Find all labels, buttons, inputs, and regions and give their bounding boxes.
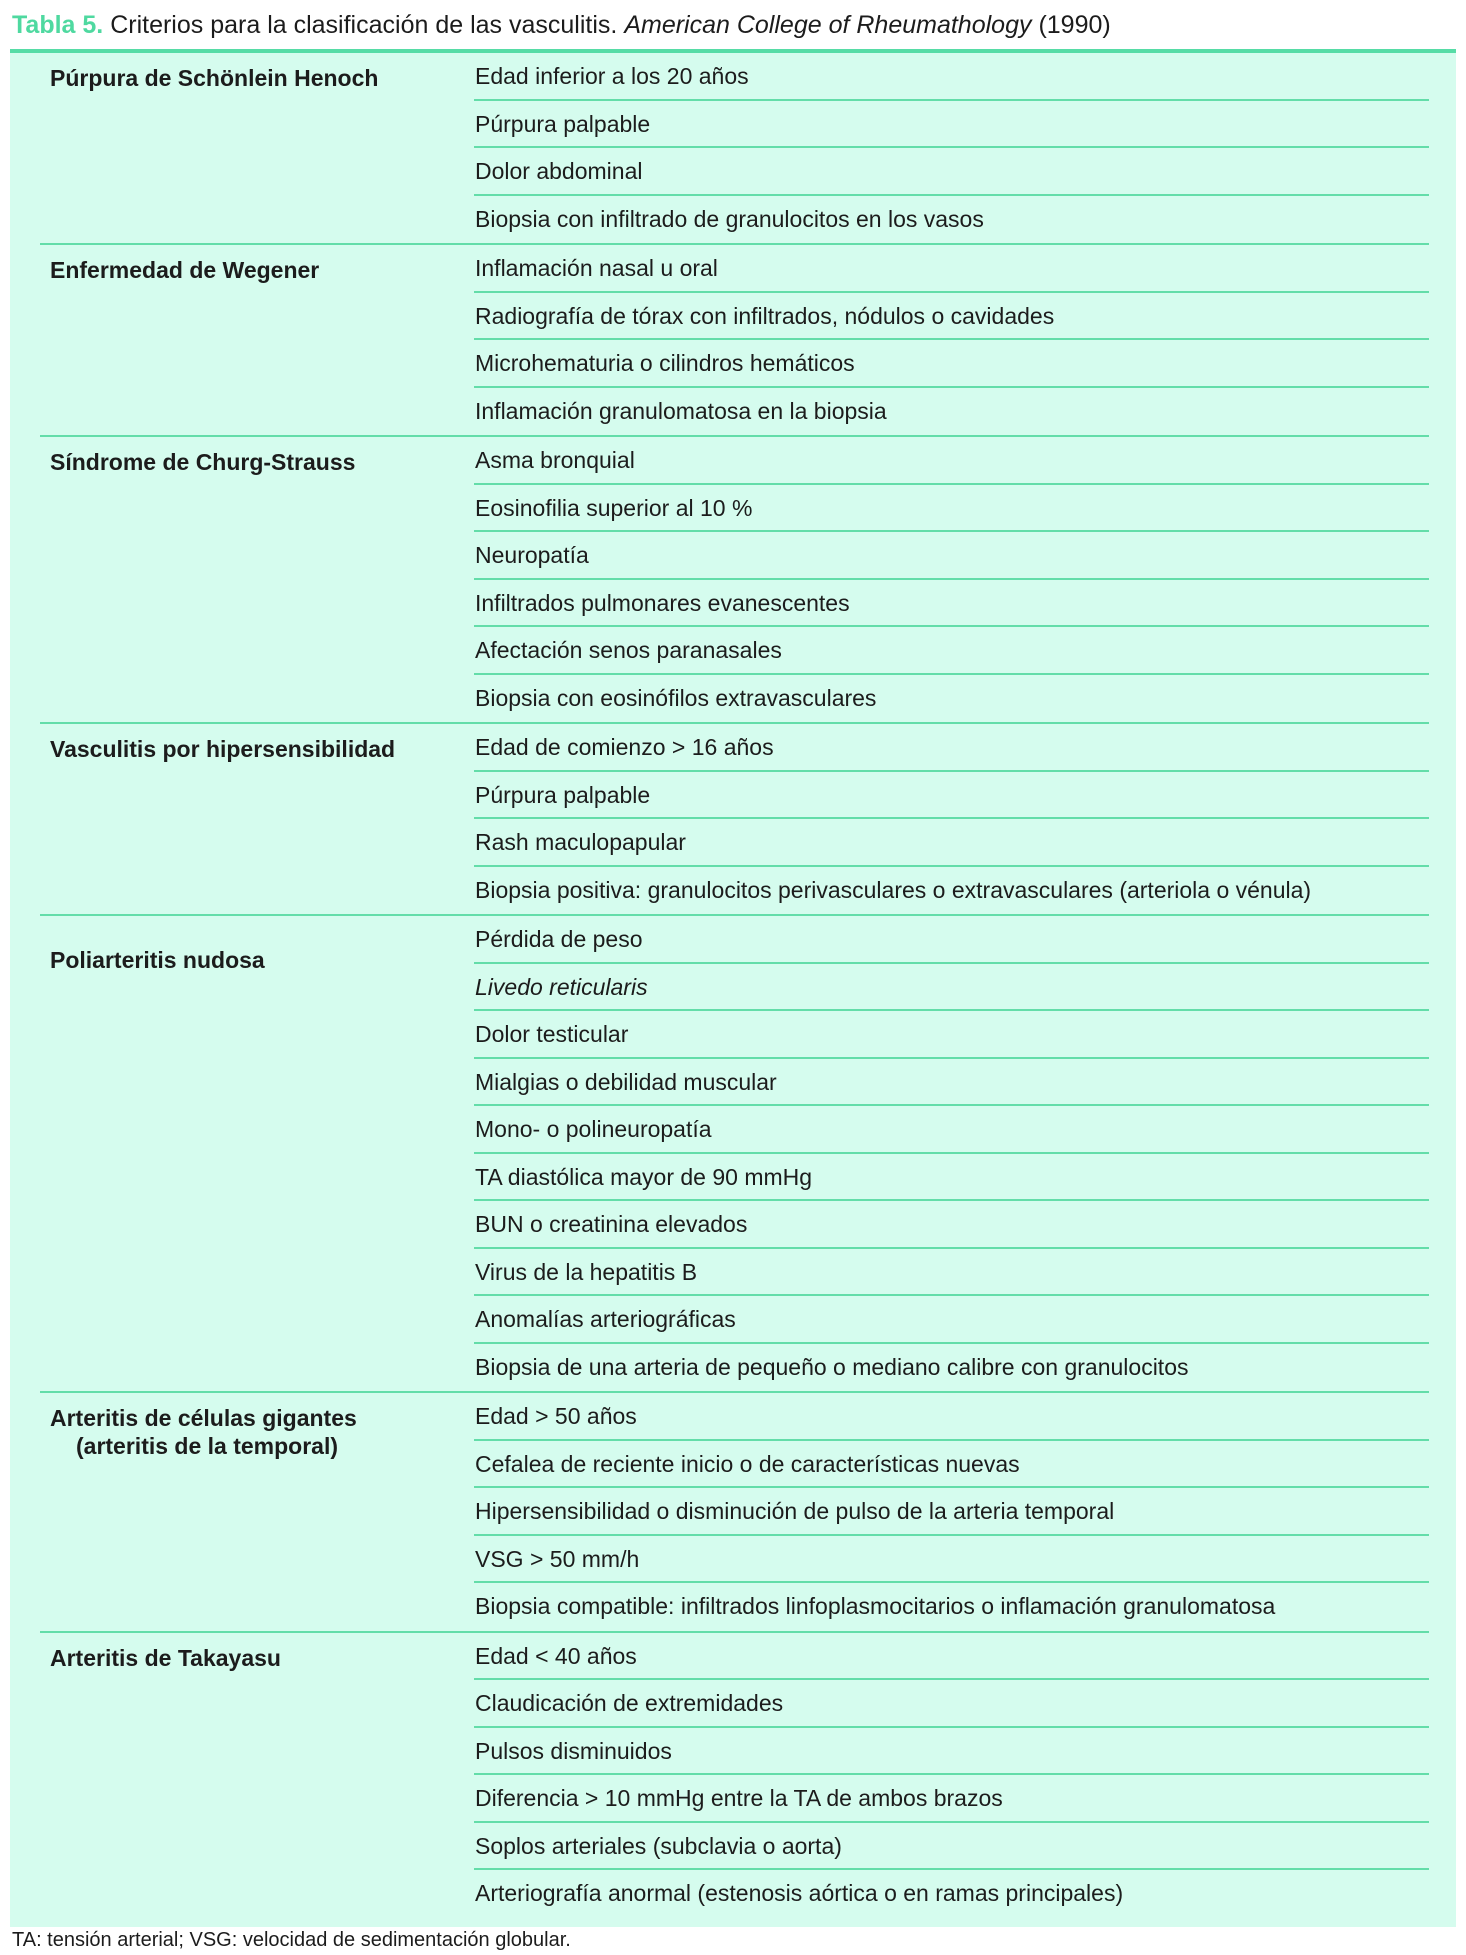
criterion: Biopsia con eosinófilos extravasculares [475,684,877,711]
group-poliarteritis-nudosa [40,916,1429,1393]
criterion: Biopsia compatible: infiltrados linfoplasmocitarios o inflamación granulomatosa [475,1593,1276,1619]
criterion: Edad inferior a los 20 años [474,53,1429,101]
group-wegener [40,245,1429,437]
criterion: Diferencia > 10 mmHg entre la TA de ambos brazos [474,1775,1429,1823]
group-name [50,1393,450,1460]
criterion: Dolor abdominal [474,148,1429,196]
table-number: Tabla 5. [12,11,104,39]
criterion: Afectación senos paranasales [474,627,1429,675]
criterion: Eosinofilia superior al 10 % [474,485,1429,533]
table-title: Criterios para la clasificación de las vasculitis. [110,11,618,39]
table-year: (1990) [1038,11,1111,39]
group-celulas-gigantes [40,1393,1429,1633]
criterion: Biopsia positiva: granulocitos perivasculares o extravasculares (arteriola o vénula) [475,876,1312,903]
group-name: Púrpura de Schönlein Henoch [50,65,379,91]
criterion: Mono- o polineuropatía [474,1106,1429,1154]
criterion: Edad < 40 años [474,1633,1429,1681]
criterion: Cefalea de reciente inicio o de características nuevas [474,1441,1429,1489]
criterion: Rash maculopapular [474,819,1429,867]
criterion: Soplos arteriales (subclavia o aorta) [474,1823,1429,1871]
criterion: Púrpura palpable [474,101,1429,149]
criterion: Biopsia de una arteria de pequeño o mediano calibre con granulocitos [475,1353,1189,1380]
criterion: Anomalías arteriográficas [474,1296,1429,1344]
criterion: Radiografía de tórax con infiltrados, nódulos o cavidades [474,293,1429,341]
criterion: Virus de la hepatitis B [474,1249,1429,1297]
table-source: American College of Rheumathology [624,11,1032,39]
group-churg-strauss [40,437,1429,724]
criterion: Microhematuria o cilindros hemáticos [474,340,1429,388]
group-schonlein-henoch [40,53,1429,245]
group-hipersensibilidad [40,724,1429,916]
group-name: Poliarteritis nudosa [50,947,265,973]
criterion: Biopsia con infiltrado de granulocitos en los vasos [475,205,984,232]
criterion: Pulsos disminuidos [474,1728,1429,1776]
criterion: Inflamación granulomatosa en la biopsia [475,397,887,424]
table-caption [12,8,1111,42]
criterion: Dolor testicular [474,1011,1429,1059]
criterion: Arteriografía anormal (estenosis aórtica o en ramas principales) [475,1880,1124,1906]
criterion: Mialgias o debilidad muscular [474,1059,1429,1107]
criterion: Infiltrados pulmonares evanescentes [474,580,1429,628]
criteria-table [10,49,1456,1927]
criterion: Inflamación nasal u oral [474,245,1429,293]
criterion: Edad > 50 años [474,1393,1429,1441]
criterion: Neuropatía [474,532,1429,580]
criterion: TA diastólica mayor de 90 mmHg [474,1154,1429,1202]
group-takayasu [40,1633,1429,1918]
criterion: Pérdida de peso [474,916,1429,964]
group-name: Vasculitis por hipersensibilidad [50,736,396,762]
criterion: Edad de comienzo > 16 años [474,724,1429,772]
group-name-sub: (arteritis de la temporal) [76,1433,339,1459]
group-name: Arteritis de Takayasu [50,1644,281,1671]
criterion: Púrpura palpable [474,772,1429,820]
criterion: BUN o creatinina elevados [474,1201,1429,1249]
group-name: Enfermedad de Wegener [50,257,320,283]
table-footnote: TA: tensión arterial; VSG: velocidad de sedimentación globular. [12,1929,571,1951]
criterion: Hipersensibilidad o disminución de pulso de la arteria temporal [474,1488,1429,1536]
criterion: VSG > 50 mm/h [474,1536,1429,1584]
group-name-main: Arteritis de células gigantes [50,1405,357,1431]
criterion: Claudicación de extremidades [474,1680,1429,1728]
criterion: Asma bronquial [474,437,1429,485]
group-name: Síndrome de Churg-Strauss [50,449,356,475]
criterion: Livedo reticularis [474,964,1429,1012]
